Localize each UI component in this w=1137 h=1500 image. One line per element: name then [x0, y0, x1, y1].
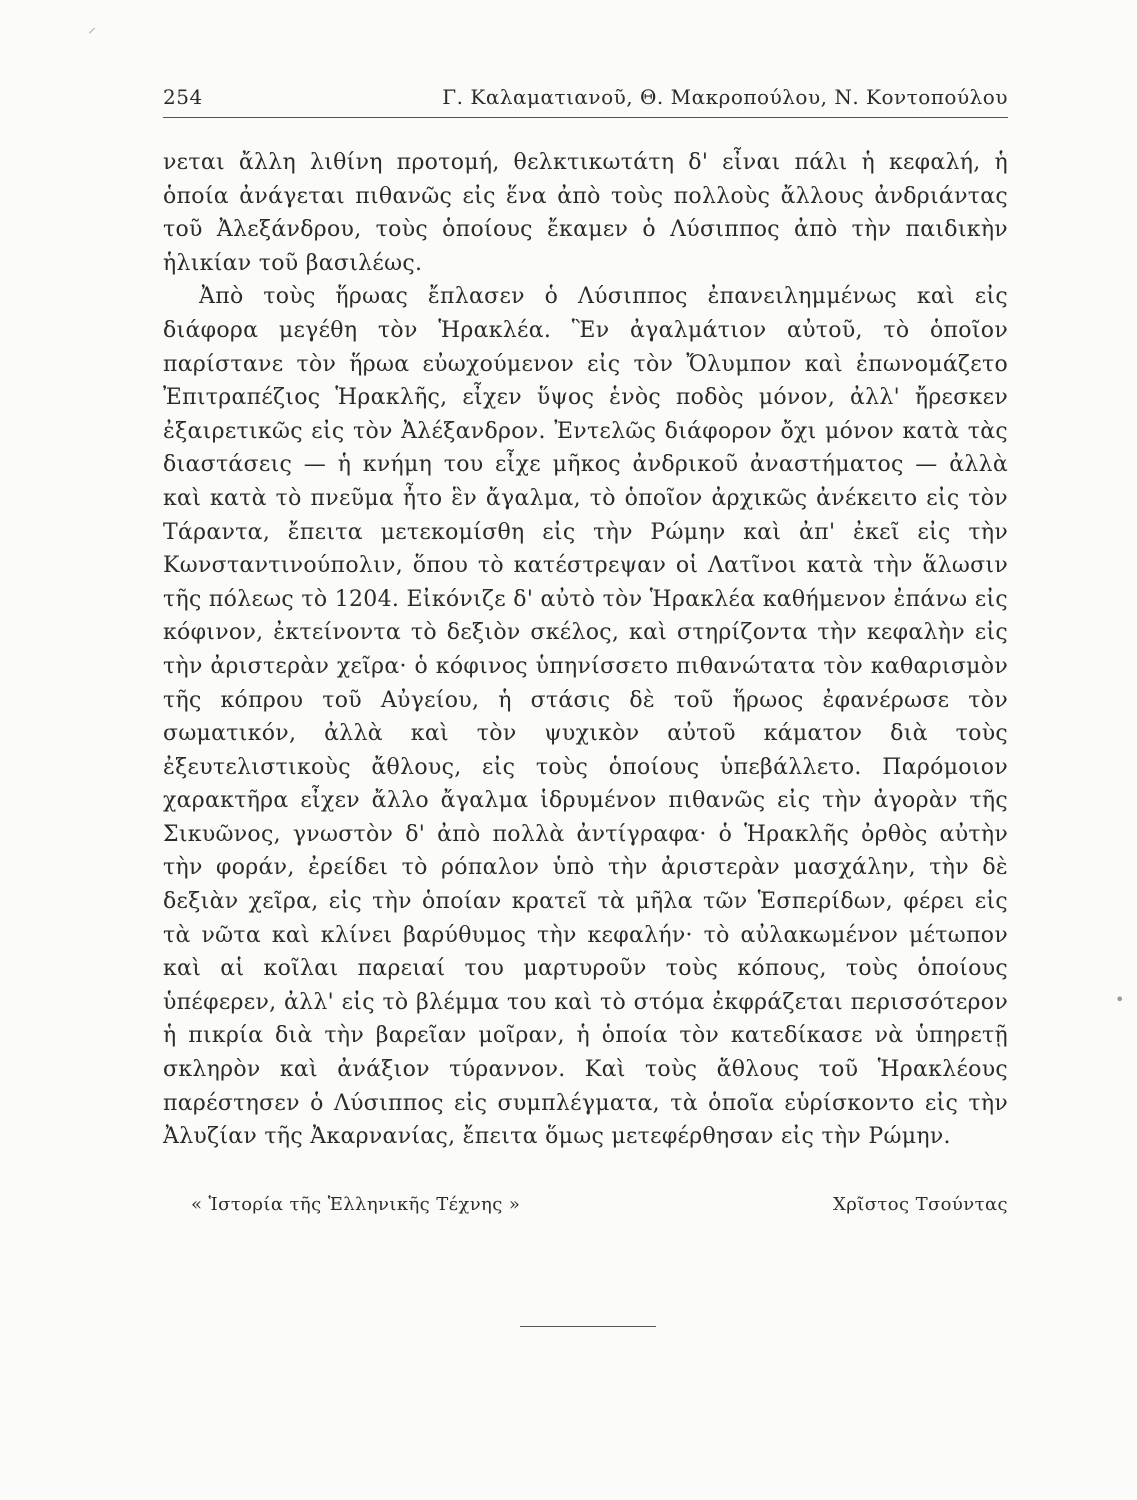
book-page: [163, 85, 1008, 1215]
running-header: [163, 85, 1008, 118]
paragraph-continuation: νεται ἄλλη λιθίνη προτομή, θελκτικωτάτη δ' εἶναι πάλι ἡ κεφαλή, ἡ ὁποία ἀνάγεται πιθανῶς εἰς ἕνα ἀπὸ τοὺς πολλοὺς ἄλλους ἀνδριάντας τοῦ Ἀλεξάνδρου, τοὺς ὁποίους ἔκαμεν ὁ Λύσιππος ἀπὸ τὴν παιδικὴν ἡλικίαν τοῦ βασιλέως.: [163, 150, 1008, 276]
source-title: « Ἱστορία τῆς Ἑλληνικῆς Τέχνης »: [191, 1193, 521, 1215]
section-end-rule: [520, 1326, 656, 1327]
scan-mark: ⸍: [88, 24, 97, 43]
scan-dot: •: [1115, 990, 1125, 1009]
source-author: Χρῖστος Τσούντας: [833, 1193, 1008, 1215]
page-number: 254: [163, 85, 203, 109]
header-authors: Γ. Καλαματιανοῦ, Θ. Μακροπούλου, Ν. Κοντοπούλου: [442, 85, 1008, 109]
body-text: [163, 146, 1008, 1154]
paragraph-heracles: Ἀπὸ τοὺς ἥρωας ἔπλασεν ὁ Λύσιππος ἐπανειλημμένως καὶ εἰς διάφορα μεγέθη τὸν Ἡρακλέα. Ἓν ἀγαλμάτιον αὐτοῦ, τὸ ὁποῖον παρίστανε τὸν ἥρωα εὐωχούμενον εἰς τὸν Ὄλυμπον καὶ ἐπωνομάζετο Ἐπιτραπέζιος Ἡρακλῆς, εἶχεν ὕψος ἑνὸς ποδὸς μόνον, ἀλλ' ἤρεσκεν ἐξαιρετικῶς εἰς τὸν Ἀλέξανδρον. Ἐντελῶς διάφορον ὄχι μόνον κατὰ τὰς διαστάσεις — ἡ κνήμη του εἶχε μῆκος ἀνδρικοῦ ἀναστήματος — ἀλλὰ καὶ κατὰ τὸ πνεῦμα ἦτο ἓν ἄγαλμα, τὸ ὁποῖον ἀρχικῶς ἀνέκειτο εἰς τὸν Τάραντα, ἔπειτα μετεκομίσθη εἰς τὴν Ρώμην καὶ ἀπ' ἐκεῖ εἰς τὴν Κωνσταντινούπολιν, ὅπου τὸ κατέστρεψαν οἱ Λατῖνοι κατὰ τὴν ἅλωσιν τῆς πόλεως τὸ 1204. Εἰκόνιζε δ' αὐτὸ τὸν Ἡρακλέα καθήμενον ἐπάνω εἰς κόφινον, ἐκτείνοντα τὸ δεξιὸν σκέλος, καὶ στηρίζοντα τὴν κεφαλὴν εἰς τὴν ἀριστερὰν χεῖρα· ὁ κόφινος ὑπηνίσσετο πιθανώτατα τὸν καθαρισμὸν τῆς κόπρου τοῦ Αὐγείου, ἡ στάσις δὲ τοῦ ἥρωος ἐφανέρωσε τὸν σωματικόν, ἀλλὰ καὶ τὸν ψυχικὸν αὐτοῦ κάματον διὰ τοὺς ἐξευτελιστικοὺς ἄθλους, εἰς τοὺς ὁποίους ὑπεβάλλετο. Παρόμοιον χαρακτῆρα εἶχεν ἄλλο ἄγαλμα ἱδρυμένον πιθανῶς εἰς τὴν ἀγορὰν τῆς Σικυῶνος, γνωστὸν δ' ἀπὸ πολλὰ ἀντίγραφα· ὁ Ἡρακλῆς ὀρθὸς αὐτὴν τὴν φοράν, ἐρείδει τὸ ρόπαλον ὑπὸ τὴν ἀριστερὰν μασχάλην, τὴν δὲ δεξιὰν χεῖρα, εἰς τὴν ὁποίαν κρατεῖ τὰ μῆλα τῶν Ἑσπερίδων, φέρει εἰς τὰ νῶτα καὶ κλίνει βαρύθυμος τὴν κεφαλήν· τὸ αὐλακωμένον μέτωπον καὶ αἱ κοῖλαι παρειαί του μαρτυροῦν τοὺς κόπους, τοὺς ὁποίους ὑπέφερεν, ἀλλ' εἰς τὸ βλέμμα του καὶ τὸ στόμα ἐκφράζεται περισσότερον ἡ πικρία διὰ τὴν βαρεῖαν μοῖραν, ἡ ὁποία τὸν κατεδίκασε νὰ ὑπηρετῇ σκληρὸν καὶ ἀνάξιον τύραννον. Καὶ τοὺς ἄθλους τοῦ Ἡρακλέους παρέστησεν ὁ Λύσιππος εἰς συμπλέγματα, τὰ ὁποῖα εὑρίσκοντο εἰς τὴν Ἀλυζίαν τῆς Ἀκαρνανίας, ἔπειτα ὅμως μετεφέρθησαν εἰς τὴν Ρώμην.: [163, 284, 1008, 1150]
attribution-line: [163, 1194, 1008, 1215]
